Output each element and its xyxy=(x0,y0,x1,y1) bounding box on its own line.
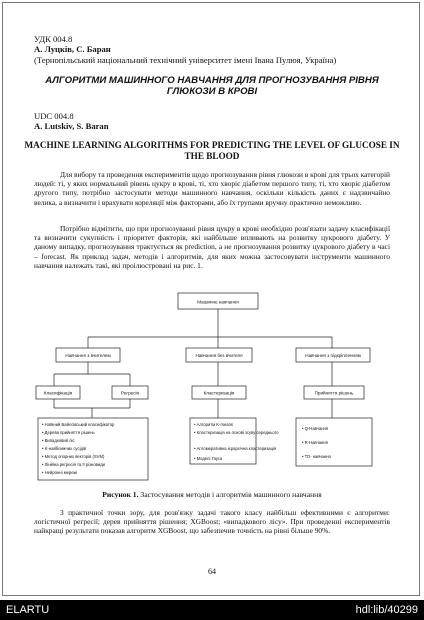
ml-diagram xyxy=(34,290,390,486)
list-item-supervised-6: • Нейронні мережі xyxy=(42,470,78,475)
figure-caption-label: Рисунок 1. xyxy=(102,490,139,499)
paragraph-1: Для вибору та проведення експериментів щодо прогнозування рівня глюкози в крові для трьох категорій людей: ті, у яких нормальний рівень цукру в крові, ті, хто хворіє діабетом першого типу, ті, хто хворіє діабетом другого типу, потрібно застосувати методи машинного навчання, оскільки кількість даних є надзвичайно велика, а визначити і врахувати кореляції між факторами, або їх групами вручну практично неможливо. xyxy=(34,170,390,207)
footer-repository-label: ELARTU xyxy=(6,604,50,616)
paragraph-3: З практичної точки зору, для розв'язку задачі такого класу найбільш ефективними є алгоритми: логістичної регресії; дерев прийняття рішення; XGBoost; «випадкового лісу». При проведенні експериментів найкращі результати показав алгоритм XGBoost, що забезпечив точність на рівні більше 90%. xyxy=(34,508,390,536)
authors-en: A. Lutskiv, S. Baran xyxy=(34,121,109,131)
list-item-supervised-3: • K-найближчих сусідів xyxy=(42,446,87,451)
authors-ua: А. Луцків, С. Баран xyxy=(34,44,111,54)
list-item-unsupervised-1: • Кластеризація на основі зсуву середнього xyxy=(194,430,279,435)
affiliation-ua: (Тернопільський національний технічний університет імені Івана Пулюя, Україна) xyxy=(34,55,337,65)
footer-handle-link[interactable]: hdl:lib/40299 xyxy=(355,604,418,616)
list-item-supervised-5: • Лінійна регресія та її різновиди xyxy=(42,462,106,467)
title-en: MACHINE LEARNING ALGORITHMS FOR PREDICTING THE LEVEL OF GLUCOSE IN THE BLOOD xyxy=(24,140,400,161)
paragraph-2: Потрібно відмітити, що при прогнозуванні рівня цукру в крові необхідно розв'язати задачу класифікації та визначити сукупність і пріоритет факторів, які найбільше впливають на розвитку цукрового діабету. У даному випадку, прогнозування трактується як prediction, а не прогнозування розвитку цукрового діабету в часі – forecast. Як приклад задач, методів і алгоритмів, для яких можна застосовувати інструменти машинного навчання належать такі, які проілюстровані на рис. 1. xyxy=(34,224,390,270)
list-item-reinforcement-2: • TD- навчання xyxy=(302,454,331,459)
label-decision-making: Прийняття рішень xyxy=(314,390,354,396)
list-item-supervised-1: • Дерева прийняття рішень xyxy=(42,430,95,435)
list-item-reinforcement-1: • R-Навчання xyxy=(302,440,328,445)
list-item-unsupervised-3: • Моделі Гауса xyxy=(194,456,223,461)
list-item-supervised-4: • Метод опорних векторів (SVM) xyxy=(42,454,105,459)
list-item-supervised-0: • Наївний Байєсівський класифікатор xyxy=(42,422,115,427)
list-item-supervised-2: • Випадковий ліс xyxy=(42,438,75,443)
branch-label-reinforcement: Навчання з підкріпленням xyxy=(305,353,361,358)
diagram-root-label: Машинне навчання xyxy=(197,299,239,305)
label-classification: Класифікація xyxy=(43,390,73,396)
page-number: 64 xyxy=(208,567,216,576)
branch-label-supervised: Навчання з вчителем xyxy=(65,353,111,358)
branch-label-unsupervised: Навчання без вчителя xyxy=(195,353,243,358)
label-clustering: Кластеризація xyxy=(203,390,235,396)
footer-bar xyxy=(0,600,424,620)
label-regression: Регресія xyxy=(120,390,140,396)
list-item-unsupervised-2: • Агломеративна ієрархічна кластеризація xyxy=(194,446,277,451)
figure-caption xyxy=(34,490,390,499)
list-item-reinforcement-0: • Q-Навчання xyxy=(302,426,329,431)
list-item-unsupervised-0: • Алгоритм K-means xyxy=(194,422,234,427)
udc-en: UDC 004.8 xyxy=(34,111,74,121)
title-ua: АЛГОРИТМИ МАШИННОГО НАВЧАННЯ ДЛЯ ПРОГНОЗУВАННЯ РІВНЯ ГЛЮКОЗИ В КРОВІ xyxy=(45,75,379,97)
figure-caption-text: Застосування методів і алгоритмів машинного навчання xyxy=(140,490,322,499)
udc-ua: УДК 004.8 xyxy=(34,34,73,44)
